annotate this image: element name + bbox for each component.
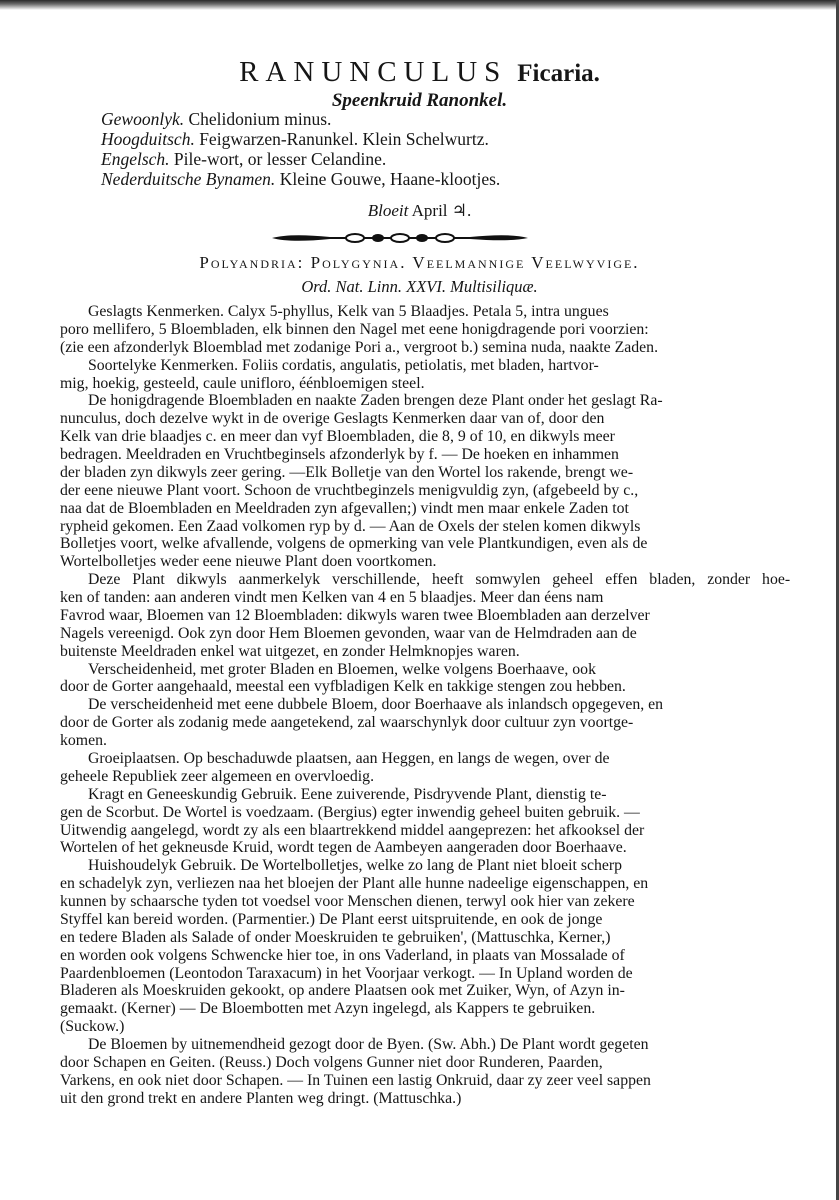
synonym-text: Feigwarzen-Ranunkel. Klein Schelwurtz. [199, 129, 489, 149]
body-line: (Suckow.) [60, 1018, 125, 1036]
synonym-label: Gewoonlyk. [101, 109, 185, 129]
natural-order: Ord. Nat. Linn. XXVI. Multisiliquæ. [301, 277, 538, 296]
synonym-text: Pile-wort, or lesser Celandine. [173, 149, 387, 169]
synonym-label: Engelsch. [101, 149, 170, 169]
body-line: door Schapen en Geiten. (Reuss.) Doch volgens Gunner niet door Runderen, Paarden, [60, 1053, 603, 1071]
body-line: geheele Republiek zeer algemeen en overvloedig. [60, 767, 375, 785]
body-line: door de Gorter aangehaald, meestal een vyfbladigen Kelk en takkige stengen zou hebben. [60, 678, 626, 696]
body-line: Groeiplaatsen. Op beschaduwde plaatsen, aan Heggen, en langs de wegen, over de [88, 750, 610, 767]
body-line: Soortelyke Kenmerken. Foliis cordatis, angulatis, petiolatis, met bladen, hartvor- [88, 356, 599, 374]
flowering-text: April ♃. [411, 201, 472, 220]
synonym-label: Hoogduitsch. [101, 129, 195, 149]
body-line: Wortelbolletjes weder eene nieuwe Plant doen voortkomen. [60, 553, 437, 571]
body-line: poro mellifero, 5 Bloembladen, elk binnen den Nagel met eene honigdragende pori voorzien: [60, 320, 649, 338]
synonym-label: Nederduitsche Bynamen. [101, 169, 276, 189]
body-line: uit den grond trekt en andere Planten weg dringt. (Mattuschka.) [60, 1089, 462, 1107]
body-line: kunnen by schaarsche tyden tot voedsel voor Menschen dienen, terwyl ook hier van zekere [60, 893, 635, 911]
body-line: Bolletjes voort, welke afvallende, volgens de opmerking van vele Plantkundigen, even als de [60, 535, 648, 553]
body-line: der eene nieuwe Plant voort. Schoon de vruchtbeginzels menigvuldig zyn, (afgebeeld by c., [60, 481, 639, 499]
body-line: Wortelen of het gekneusde Kruid, wordt tegen de Aambeyen aangeraden door Boerhaave. [60, 839, 627, 857]
vernacular-name: Speenkruid Ranonkel. [331, 90, 508, 111]
body-line: Kelk van drie blaadjes c. en meer dan vyf Bloembladen, die 8, 9 of 10, en dikwyls meer [60, 428, 615, 446]
body-line: Uitwendig aangelegd, wordt zy als een blaartrekkend middel aangeprezen: het afkooksel der [60, 821, 645, 839]
body-line: der bladen zyn dikwyls zeer gering. —Elk Bolletje van den Wortel los rakende, brengt we- [60, 463, 634, 481]
body-line: buitenste Meeldraden enkel wat uitgezet, en zonder Helmknopjes waren. [60, 642, 520, 660]
title-genus: RANUNCULUS [239, 56, 508, 88]
body-line: Styffel kan bereid worden. (Parmentier.) De Plant eerst uitspruitende, en ook de jonge [60, 910, 603, 928]
synonym-text: Kleine Gouwe, Haane-klootjes. [279, 169, 501, 189]
body-line: Bladeren als Moeskruiden gekookt, op andere Plaatsen ook met Zuiker, Wyn, of Azyn in- [60, 982, 625, 1000]
synonym-line [101, 108, 331, 130]
body-line: bedragen. Meeldraden en Vruchtbeginsels afzonderlyk by f. — De hoeken en inhammen [60, 446, 619, 464]
body-line: en schadelyk zyn, verliezen naa het bloejen der Plant alle hunne nadeelige eigenschappen, en [60, 875, 649, 893]
body-line: De verscheidenheid met eene dubbele Bloem, door Boerhaave als inlandsch opgegeven, en [88, 696, 664, 714]
page-title [0, 56, 839, 89]
synonym-line [101, 128, 489, 150]
body-line: Varkens, en ook niet door Schapen. — In Tuinen een lastig Onkruid, daar zy zeer veel sappen [60, 1071, 651, 1089]
body-line: De honigdragende Bloembladen en naakte Zaden brengen deze Plant onder het geslagt Ra- [88, 392, 663, 410]
body-line: door de Gorter als zodanig mede aangetekend, zal waarschynlyk door cultuur zyn voortge- [60, 714, 634, 732]
body-line: (zie een afzonderlyk Bloemblad met zodanige Pori a., vergroot b.) semina nuda, naakte Zaden. [60, 338, 659, 356]
body-line: Paardenbloemen (Leontodon Taraxacum) in het Voorjaar verkogt. — In Upland worden de [60, 964, 633, 982]
body-line: Kragt en Geneeskundig Gebruik. Eene zuiverende, Pisdryvende Plant, dienstig te- [88, 785, 607, 803]
body-line: nunculus, doch dezelve wykt in de overige Geslagts Kenmerken daar van of, door den [60, 410, 605, 428]
body-line: Geslagts Kenmerken. Calyx 5-phyllus, Kelk van 5 Blaadjes. Petala 5, intra ungues [88, 303, 609, 320]
body-line: en tedere Bladen als Salade of onder Moeskruiden te gebruiken', (Mattuschka, Kerner,) [60, 928, 611, 946]
title-species: Ficaria. [517, 60, 600, 87]
body-line: Verscheidenheid, met groter Bladen en Bloemen, welke volgens Boerhaave, ook [88, 660, 596, 678]
synonym-line [101, 168, 500, 190]
body-line: mig, hoekig, gesteeld, caule unifloro, éénbloemigen steel. [60, 374, 425, 392]
body-line: Favrod waar, Bloemen van 12 Bloembladen: dikwyls waren twee Bloembladen aan derzelver [60, 606, 650, 624]
flowering-time [0, 200, 839, 222]
body-line: rypheid gekomen. Een Zaad volkomen ryp by d. — Aan de Oxels der stelen komen dikwyls [60, 517, 641, 535]
body-line: en worden ook volgens Schwencke hier toe, in ons Vaderland, in plaats van Mossalade of [60, 946, 625, 964]
linnaean-system: Polyandria: Polygynia. Veelmannige Veelwyvige. [199, 253, 640, 272]
body-line: Huishoudelyk Gebruik. De Wortelbolletjes, welke zo lang de Plant niet bloeit scherp [88, 857, 623, 875]
ornamental-divider [270, 232, 530, 244]
body-line: gemaakt. (Kerner) — De Bloembotten met Azyn ingelegd, als Kappers te gebruiken. [60, 1000, 596, 1018]
scan-edge-top [0, 0, 839, 10]
body-line: komen. [60, 732, 107, 750]
body-line: De Bloemen by uitnemendheid gezogt door de Byen. (Sw. Abh.) De Plant wordt gegeten [88, 1036, 649, 1054]
flowering-label: Bloeit [367, 201, 409, 220]
body-line: gen de Scorbut. De Wortel is voedzaam. (Bergius) egter inwendig geheel buiten gebruik. — [60, 803, 640, 821]
body-line: ken of tanden: aan anderen vindt men Kelken van 4 en 5 blaadjes. Meer dan éens nam [60, 589, 604, 607]
synonym-line [101, 148, 386, 170]
body-line: naa dat de Bloembladen en Meeldraden zyn afgevallen;) vindt men maar enkele Zaden tot [60, 499, 629, 517]
synonym-text: Chelidonium minus. [188, 109, 332, 129]
body-line: Deze Plant dikwyls aanmerkelyk verschillende, heeft somwylen geheel effen bladen, zonder hoe- [88, 571, 791, 589]
body-line: Nagels vereenigd. Ook zyn door Hem Bloemen gevonden, waar van de Helmdraden aan de [60, 624, 637, 642]
